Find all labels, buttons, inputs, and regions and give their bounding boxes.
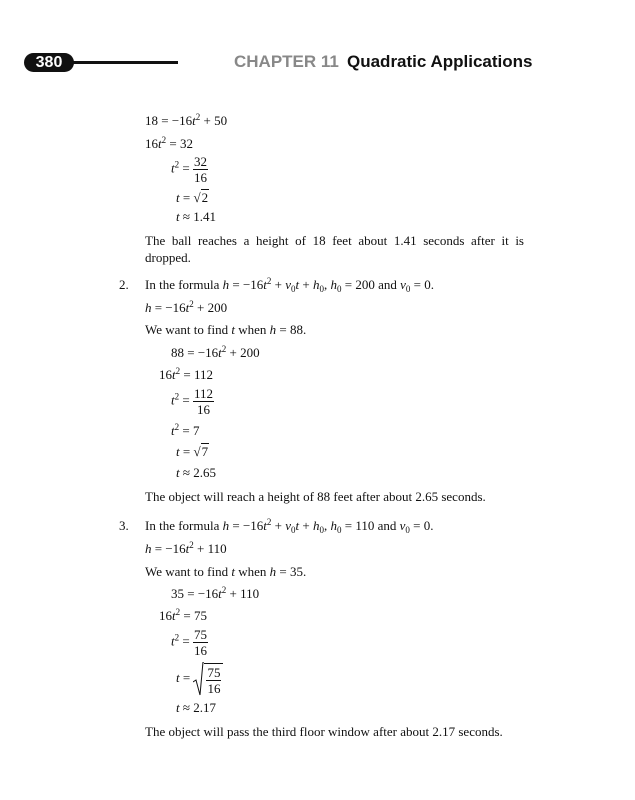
p1-equation-3: $t^2$ = $\frac{32}{16}$ xyxy=(171,154,207,185)
p2-equation-6: t ≈ 2.65 xyxy=(176,465,217,480)
header-rule xyxy=(70,61,178,64)
p2-equation-4: $t^2 = 7$ xyxy=(171,422,200,438)
p2-equation-3: $t^2$ = $\frac{112}{16}$ xyxy=(171,386,213,417)
p1-fraction-num: 32 xyxy=(193,154,207,169)
problem-2-formula: $h = -16t^2 + 200$ xyxy=(145,299,228,315)
problem-2-intro: In the formula $h = -16t^2 + v_0t + h_0$, $h_0 = 200$ and $v_0 = 0$. xyxy=(145,276,434,294)
chapter-title: Quadratic Applications xyxy=(347,52,533,71)
p3-equation-5: t ≈ 2.17 xyxy=(176,700,217,715)
radical-sign-icon xyxy=(193,662,204,696)
p3-sqrt-fraction xyxy=(206,665,221,696)
p2-fraction-num: 112 xyxy=(193,386,213,401)
p1-equation-4: t = √2 xyxy=(176,190,209,205)
p3-equation-4: t = $\frac{75}{16}$ xyxy=(176,662,223,696)
p2-fraction xyxy=(193,386,214,417)
problem-3-number: 3. xyxy=(119,518,129,533)
page-number-badge xyxy=(24,53,74,72)
p3-equation-1: $35 = -16t^2 + 110$ xyxy=(171,585,260,601)
p1-eq2-text: $16t^2 = 32$ xyxy=(145,135,193,151)
problem-3-want: We want to find t when h = 35. xyxy=(145,564,307,579)
chapter-label: CHAPTER 11 xyxy=(234,52,339,71)
p3-eq5-rhs: ≈ 2.17 xyxy=(182,700,217,715)
problem-2-number: 2. xyxy=(119,277,129,292)
p1-equation-1 xyxy=(145,113,227,129)
p3-equation-2: $16t^2 = 75$ xyxy=(159,607,207,623)
p1-fraction xyxy=(193,154,208,185)
p1-equation-5: t ≈ 1.41 xyxy=(176,209,217,224)
p2-fraction-den: 16 xyxy=(196,402,210,417)
problem-3-formula: $h = -16t^2 + 110$ xyxy=(145,540,227,556)
problem-2-conclusion: The object will reach a height of 88 feet after about 2.65 seconds. xyxy=(145,489,486,504)
page-number: 380 xyxy=(35,54,63,71)
p3-sqrt xyxy=(193,662,223,696)
p1-conclusion: The ball reaches a height of 18 feet about 1.41 seconds after it is dropped. xyxy=(145,233,524,265)
p2-equation-5: t = √7 xyxy=(176,444,209,459)
p1-fraction-den: 16 xyxy=(193,170,207,185)
p1-eq5-rhs: ≈ 1.41 xyxy=(182,209,217,224)
p3-fraction xyxy=(193,627,208,658)
problem-2-want: We want to find t when h = 88. xyxy=(145,322,307,337)
p1-radicand: 2 xyxy=(201,190,209,205)
p1-eq1-text: $18 = -16t^2 + 50$ xyxy=(145,112,228,128)
problem-3-conclusion: The object will pass the third floor window after about 2.17 seconds. xyxy=(145,724,503,739)
p3-fraction-den: 16 xyxy=(193,643,207,658)
p3-sqrt-den: 16 xyxy=(207,681,221,696)
p3-fraction-num: 75 xyxy=(193,627,207,642)
p2-equation-2: $16t^2 = 112$ xyxy=(159,366,213,382)
p3-equation-3: $t^2$ = $\frac{75}{16}$ xyxy=(171,627,207,658)
p2-radicand: 7 xyxy=(201,444,209,459)
p2-equation-1: $88 = -16t^2 + 200$ xyxy=(171,344,260,360)
p2-eq6-rhs: ≈ 2.65 xyxy=(182,465,217,480)
p3-sqrt-num: 75 xyxy=(207,665,221,680)
p1-equation-2 xyxy=(145,136,193,152)
problem-3-intro: In the formula $h = -16t^2 + v_0t + h_0$, $h_0 = 110$ and $v_0 = 0$. xyxy=(145,517,434,535)
